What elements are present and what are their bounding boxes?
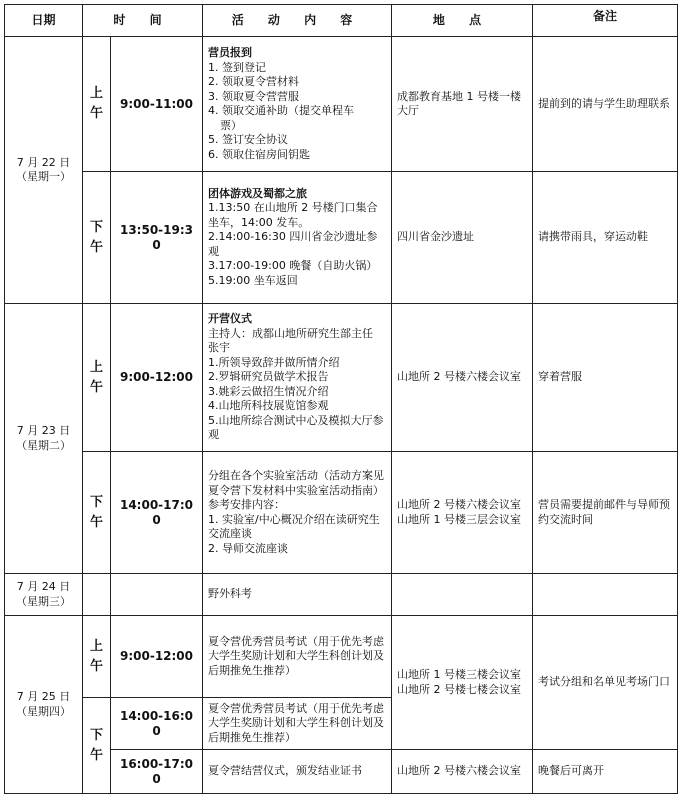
table-row	[5, 452, 678, 574]
place-cell: 山地所 2 号楼六楼会议室 山地所 1 号楼三层会议室	[392, 452, 533, 574]
content-cell: 野外科考	[203, 574, 392, 616]
time-empty	[111, 574, 203, 616]
time-cell: 14:00-16:00	[111, 698, 203, 750]
notes-cell: 营员需要提前邮件与导师预约交流时间	[533, 452, 678, 574]
time-cell: 13:50-19:30	[111, 172, 203, 304]
header-time: 时 间	[83, 5, 203, 37]
time-cell: 9:00-11:00	[111, 37, 203, 172]
place-cell: 四川省金沙遗址	[392, 172, 533, 304]
notes-cell: 穿着营服	[533, 304, 678, 452]
header-date: 日期	[5, 5, 83, 37]
table-row	[5, 304, 678, 452]
table-row	[5, 616, 678, 698]
period-pm: 下 午	[83, 452, 111, 574]
notes-cell: 晚餐后可离开	[533, 750, 678, 794]
content-cell: 夏令营优秀营员考试（用于优先考虑大学生奖励计划和大学生科创计划及后期推免生推荐）	[203, 616, 392, 698]
place-cell: 山地所 2 号楼六楼会议室	[392, 750, 533, 794]
header-row	[5, 5, 678, 37]
schedule-table	[4, 4, 678, 794]
date-cell-0725: 7 月 25 日 （星期四）	[5, 616, 83, 794]
content-cell: 团体游戏及蜀都之旅 1.13:50 在山地所 2 号楼门口集合坐车，14:00 发车。 2.14:00-16:30 四川省金沙遗址参观 3.17:00-19:00 晚餐（自助火锅） 5.19:00 坐车返回	[203, 172, 392, 304]
period-am: 上 午	[83, 616, 111, 698]
time-cell: 9:00-12:00	[111, 304, 203, 452]
notes-cell: 考试分组和名单见考场门口	[533, 616, 678, 750]
time-cell: 16:00-17:00	[111, 750, 203, 794]
period-am: 上 午	[83, 37, 111, 172]
place-cell: 山地所 1 号楼三楼会议室 山地所 2 号楼七楼会议室	[392, 616, 533, 750]
table-row	[5, 172, 678, 304]
date-cell-0724: 7 月 24 日 （星期三）	[5, 574, 83, 616]
content-cell: 夏令营结营仪式，颁发结业证书	[203, 750, 392, 794]
table-row	[5, 574, 678, 616]
content-cell: 分组在各个实验室活动（活动方案见夏令营下发材料中实验室活动指南） 参考安排内容： 1. 实验室/中心概况介绍在读研究生交流座谈 2. 导师交流座谈	[203, 452, 392, 574]
content-cell: 开营仪式 主持人：成都山地所研究生部主任 张宇 1.所领导致辞并做所情介绍 2.罗辑研究员做学术报告 3.姚彩云做招生情况介绍 4.山地所科技展览馆参观 5.山地所综合测试中心及模拟大厅参观	[203, 304, 392, 452]
notes-cell: 提前到的请与学生助理联系	[533, 37, 678, 172]
period-am: 上 午	[83, 304, 111, 452]
header-place: 地 点	[392, 5, 533, 37]
header-notes: 备注	[533, 5, 678, 37]
place-empty	[392, 574, 533, 616]
time-cell: 9:00-12:00	[111, 616, 203, 698]
header-content: 活 动 内 容	[203, 5, 392, 37]
content-cell: 夏令营优秀营员考试（用于优先考虑大学生奖励计划和大学生科创计划及后期推免生推荐）	[203, 698, 392, 750]
notes-cell: 请携带雨具，穿运动鞋	[533, 172, 678, 304]
table-row	[5, 37, 678, 172]
date-cell-0723: 7 月 23 日 （星期二）	[5, 304, 83, 574]
period-pm: 下 午	[83, 172, 111, 304]
place-cell: 成都教育基地 1 号楼一楼大厅	[392, 37, 533, 172]
date-cell-0722: 7 月 22 日 （星期一）	[5, 37, 83, 304]
notes-empty	[533, 574, 678, 616]
period-pm: 下 午	[83, 698, 111, 794]
time-cell: 14:00-17:00	[111, 452, 203, 574]
place-cell: 山地所 2 号楼六楼会议室	[392, 304, 533, 452]
period-empty	[83, 574, 111, 616]
content-cell: 营员报到 1. 签到登记 2. 领取夏令营材料 3. 领取夏令营营服 4. 领取交通补助（提交单程车 票） 5. 签订安全协议 6. 领取住宿房间钥匙	[203, 37, 392, 172]
